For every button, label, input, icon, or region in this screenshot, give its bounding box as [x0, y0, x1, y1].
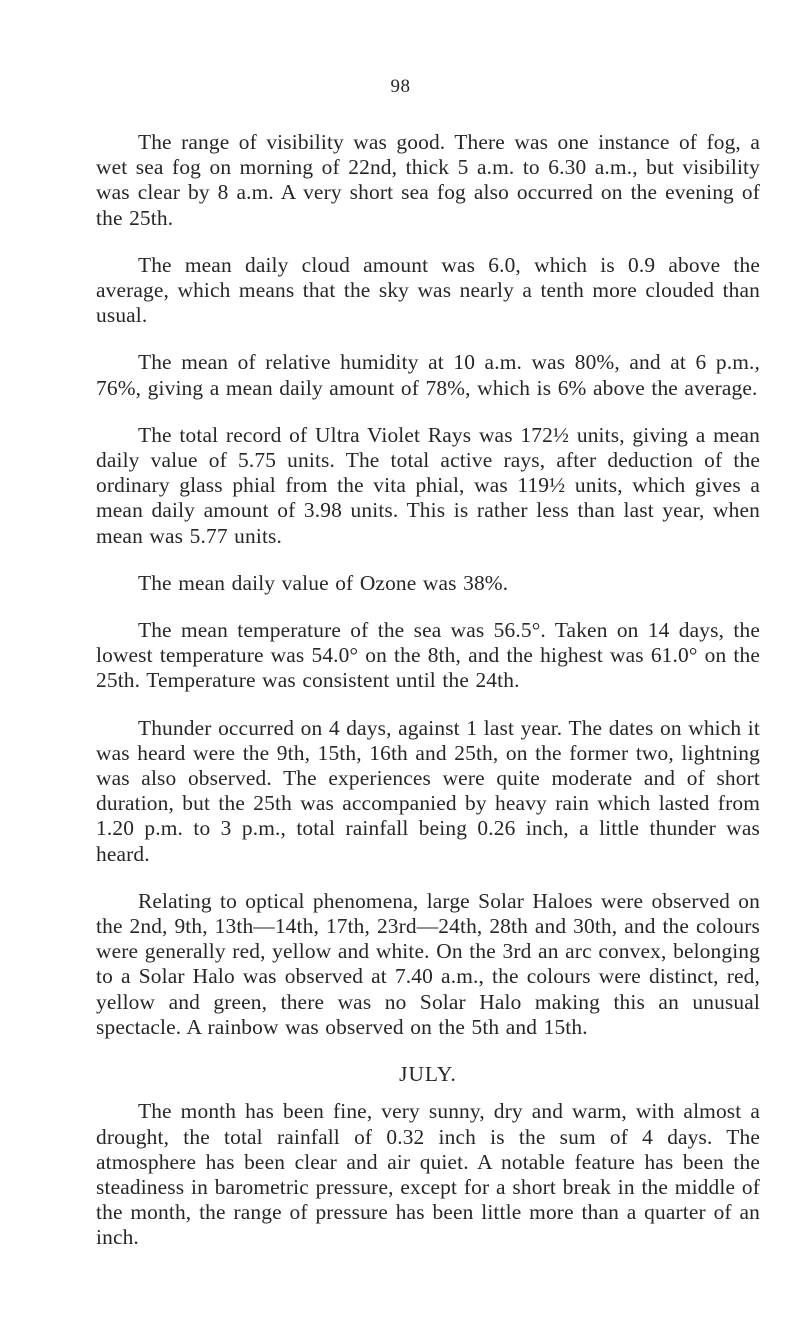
paragraph-thunder: Thunder occurred on 4 days, against 1 last year. The dates on which it was heard were the 9th, 15th, 16th and 25th, on the former two, lightning was also observed. The experiences were quite moderate and of short duration, but the 25th was accompanied by heavy rain which lasted from 1.20 p.m. to 3 p.m., total rainfall being 0.26 inch, a little thunder was heard.: [96, 715, 760, 866]
paragraph-july-summary: The month has been fine, very sunny, dry and warm, with almost a drought, the total rainfall of 0.32 inch is the sum of 4 days. The atmosphere has been clear and air quiet. A notable feature has been the steadiness in barometric pressure, except for a short break in the middle of the month, the range of pressure has been little more than a quarter of an inch.: [96, 1099, 760, 1250]
paragraph-visibility: The range of visibility was good. There was one instance of fog, a wet sea fog on morning of 22nd, thick 5 a.m. to 6.30 a.m., but visibility was clear by 8 a.m. A very short sea fog also occurred on the evening of the 25th.: [96, 130, 760, 230]
section-heading: JULY.: [399, 1062, 457, 1087]
paragraph-cloud-amount: The mean daily cloud amount was 6.0, which is 0.9 above the average, which means that the sky was nearly a tenth more clouded than usual.: [96, 252, 760, 328]
paragraph-humidity: The mean of relative humidity at 10 a.m. was 80%, and at 6 p.m., 76%, giving a mean daily amount of 78%, which is 6% above the average.: [96, 350, 760, 400]
body-text: [96, 130, 760, 1273]
paragraph-ultra-violet: The total record of Ultra Violet Rays was 172½ units, giving a mean daily value of 5.75 units. The total active rays, after deduction of the ordinary glass phial from the vita phial, was 119½ units, which gives a mean daily amount of 3.98 units. This is rather less than last year, when mean was 5.77 units.: [96, 422, 760, 548]
paragraph-sea-temperature: The mean temperature of the sea was 56.5°. Taken on 14 days, the lowest temperature was 54.0° on the 8th, and the highest was 61.0° on the 25th. Temperature was consistent until the 24th.: [96, 618, 760, 693]
paragraph-ozone: The mean daily value of Ozone was 38%.: [138, 570, 509, 595]
paragraph-optical-phenomena: Relating to optical phenomena, large Solar Haloes were observed on the 2nd, 9th, 13th—14th, 17th, 23rd—24th, 28th and 30th, and the colours were generally red, yellow and white. On the 3rd an arc convex, belonging to a Solar Halo was observed at 7.40 a.m., the colours were distinct, red, yellow and green, there was no Solar Halo making this an unusual spectacle. A rainbow was observed on the 5th and 15th.: [96, 888, 760, 1039]
page-number: 98: [390, 76, 411, 97]
